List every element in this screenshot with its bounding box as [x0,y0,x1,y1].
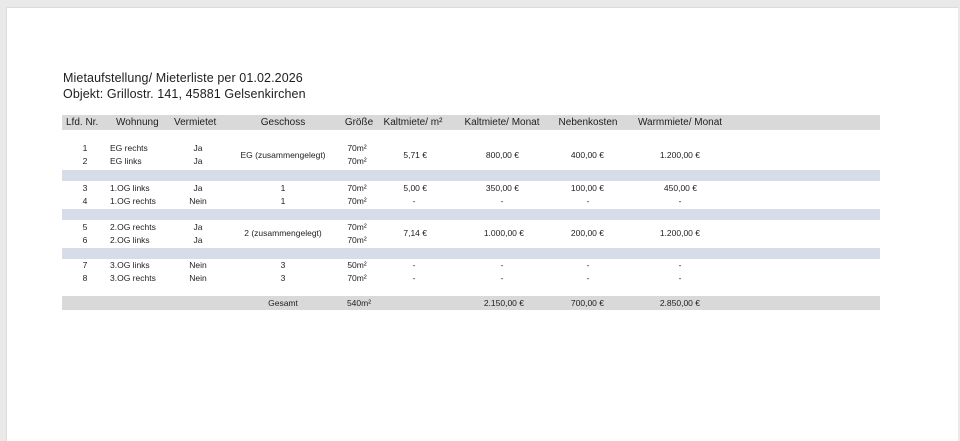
cell-nebenkosten: 100,00 € [570,183,604,193]
total-label: Gesamt [268,298,298,308]
cell-warmmiete-monat: - [678,273,682,283]
cell-groesse: 70m² [347,273,367,283]
cell-nebenkosten: - [586,196,590,206]
cell-wohnung: 3.OG links [110,260,150,270]
total-groesse: 540m² [346,298,372,308]
cell-kaltmiete-m2: - [412,273,416,283]
cell-nr: 8 [82,273,88,283]
cell-warmmiete-monat: 1.200,00 € [659,228,700,238]
total-nebenkosten: 700,00 € [570,298,604,308]
header-geschoss: Geschoss [260,117,306,128]
cell-vermietet: Ja [193,183,203,193]
cell-kaltmiete-m2: 7,14 € [403,228,427,238]
cell-groesse: 70m² [347,222,367,232]
group-separator [62,170,880,181]
cell-kaltmiete-monat: 1.000,00 € [483,228,524,238]
cell-geschoss: 3 [280,273,286,283]
total-warmmiete-monat: 2.850,00 € [659,298,700,308]
total-row-band [62,296,880,310]
cell-nebenkosten: 400,00 € [570,150,604,160]
cell-wohnung: 2.OG rechts [110,222,156,232]
cell-nr: 1 [82,143,88,153]
cell-kaltmiete-monat: - [500,196,504,206]
cell-groesse: 70m² [347,183,367,193]
cell-groesse: 70m² [347,235,367,245]
cell-kaltmiete-monat: - [500,273,504,283]
cell-geschoss: 3 [280,260,286,270]
cell-groesse: 50m² [347,260,367,270]
cell-wohnung: 2.OG links [110,235,150,245]
cell-groesse: 70m² [347,196,367,206]
header-groesse: Größe [344,117,374,128]
cell-vermietet: Ja [193,143,203,153]
cell-vermietet: Ja [193,235,203,245]
cell-vermietet: Ja [193,156,203,166]
header-wohnung: Wohnung [116,117,159,128]
cell-vermietet: Ja [193,222,203,232]
document-title: Mietaufstellung/ Mieterliste per 01.02.2026 [63,71,303,85]
cell-kaltmiete-m2: 5,00 € [403,183,427,193]
group-separator [62,209,880,220]
cell-wohnung: EG links [110,156,142,166]
cell-wohnung: 1.OG links [110,183,150,193]
cell-nr: 6 [82,235,88,245]
group-separator [62,248,880,259]
cell-wohnung: 1.OG rechts [110,196,156,206]
cell-geschoss: 1 [280,196,286,206]
cell-nr: 2 [82,156,88,166]
cell-vermietet: Nein [189,273,207,283]
cell-nr: 3 [82,183,88,193]
cell-kaltmiete-monat: - [500,260,504,270]
cell-kaltmiete-m2: - [412,260,416,270]
cell-vermietet: Nein [189,260,207,270]
header-kaltmiete-m2: Kaltmiete/ m² [383,117,443,128]
header-kaltmiete-monat: Kaltmiete/ Monat [464,117,540,128]
cell-kaltmiete-m2: - [412,196,416,206]
cell-warmmiete-monat: 450,00 € [663,183,697,193]
cell-warmmiete-monat: - [678,260,682,270]
cell-warmmiete-monat: - [678,196,682,206]
cell-kaltmiete-m2: 5,71 € [403,150,427,160]
document-page [6,7,958,441]
cell-geschoss: 2 (zusammengelegt) [244,228,322,238]
cell-nr: 4 [82,196,88,206]
cell-nr: 5 [82,222,88,232]
cell-kaltmiete-monat: 350,00 € [485,183,519,193]
cell-groesse: 70m² [347,143,367,153]
total-kaltmiete-monat: 2.150,00 € [483,298,524,308]
cell-wohnung: EG rechts [110,143,148,153]
document-subtitle: Objekt: Grillostr. 141, 45881 Gelsenkirchen [63,87,306,101]
cell-nr: 7 [82,260,88,270]
cell-nebenkosten: 200,00 € [570,228,604,238]
cell-warmmiete-monat: 1.200,00 € [659,150,700,160]
cell-nebenkosten: - [586,273,590,283]
header-warmmiete-monat: Warmmiete/ Monat [637,117,723,128]
cell-wohnung: 3.OG rechts [110,273,156,283]
cell-kaltmiete-monat: 800,00 € [485,150,519,160]
header-nr: Lfd. Nr. [66,117,99,128]
cell-vermietet: Nein [189,196,207,206]
cell-nebenkosten: - [586,260,590,270]
header-nebenkosten: Nebenkosten [558,117,618,128]
cell-geschoss: 1 [280,183,286,193]
cell-geschoss: EG (zusammengelegt) [240,150,326,160]
header-vermietet: Vermietet [174,117,217,128]
cell-groesse: 70m² [347,156,367,166]
